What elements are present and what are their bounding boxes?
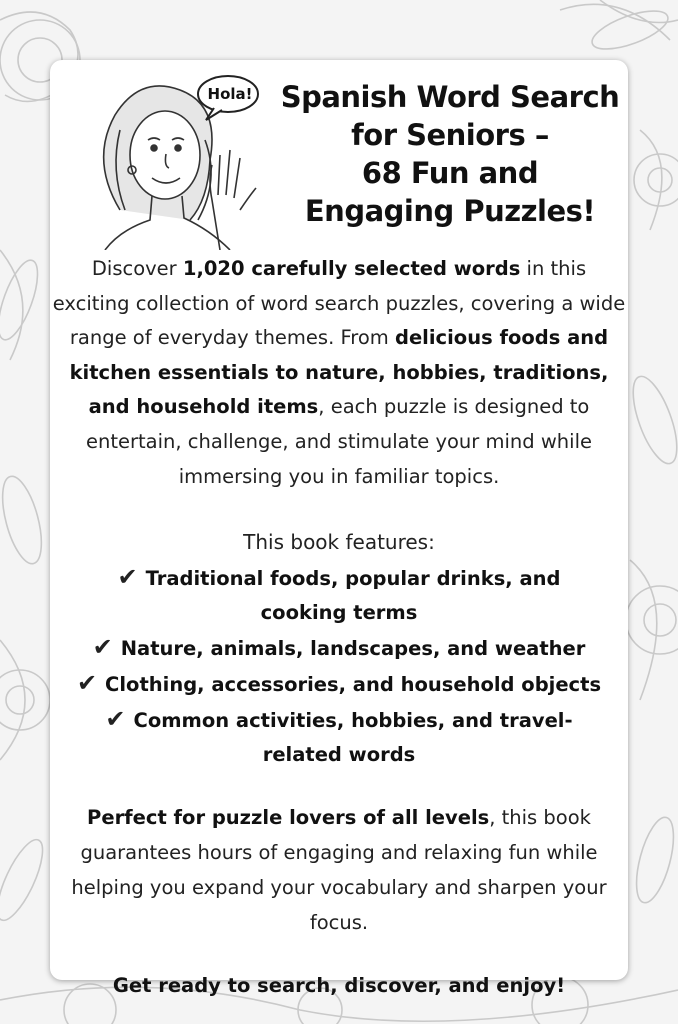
intro-text-2: in this exciting collection of word search puzzles, covering a wide range of everyday themes. From [52, 257, 626, 350]
book-title [280, 78, 620, 230]
leaves-top-right [560, 0, 678, 57]
feature-text: Nature, animals, landscapes, and weather [120, 637, 586, 660]
intro-highlight-themes: delicious foods and kitchen essentials to nature, hobbies, traditions, and household items [69, 326, 609, 419]
intro-paragraph [52, 252, 626, 494]
feature-item [52, 666, 626, 702]
feature-text: Clothing, accessories, and household objects [105, 673, 602, 696]
title-line-1: Spanish Word Search [280, 80, 620, 114]
feature-text: Common activities, hobbies, and travel-related words [133, 709, 573, 766]
flowers-right-edge [624, 130, 678, 906]
intro-text-3: , each puzzle is designed to entertain, challenge, and stimulate your mind while immersing you in familiar topics. [86, 395, 592, 488]
title-line-2: for Seniors – [351, 118, 549, 152]
checkmark-icon: ✔ [92, 633, 113, 661]
feature-item [52, 630, 626, 666]
leaves-left-edge [0, 250, 51, 926]
checkmark-icon: ✔ [76, 669, 98, 697]
title-line-4: Engaging Puzzles! [304, 194, 596, 228]
closing-highlight: Perfect for puzzle lovers of all levels [87, 806, 490, 829]
features-heading: This book features: [243, 530, 435, 554]
tagline: Get ready to search, discover, and enjoy! [112, 974, 566, 997]
feature-text: Traditional foods, popular drinks, and cooking terms [145, 567, 561, 624]
closing-text: , this book guarantees hours of engaging and relaxing fun while helping you expand your vocabulary and sharpen your focus. [71, 806, 607, 934]
checkmark-icon: ✔ [105, 705, 126, 733]
intro-text: Discover [91, 257, 183, 280]
feature-item [52, 702, 626, 772]
title-line-3: 68 Fun and [361, 156, 539, 190]
closing-paragraph [52, 800, 626, 940]
feature-item [52, 560, 626, 630]
checkmark-icon: ✔ [117, 563, 138, 591]
features-list [52, 560, 626, 772]
intro-highlight-words: 1,020 carefully selected words [182, 257, 521, 280]
speech-bubble-text: Hola! [207, 85, 253, 103]
